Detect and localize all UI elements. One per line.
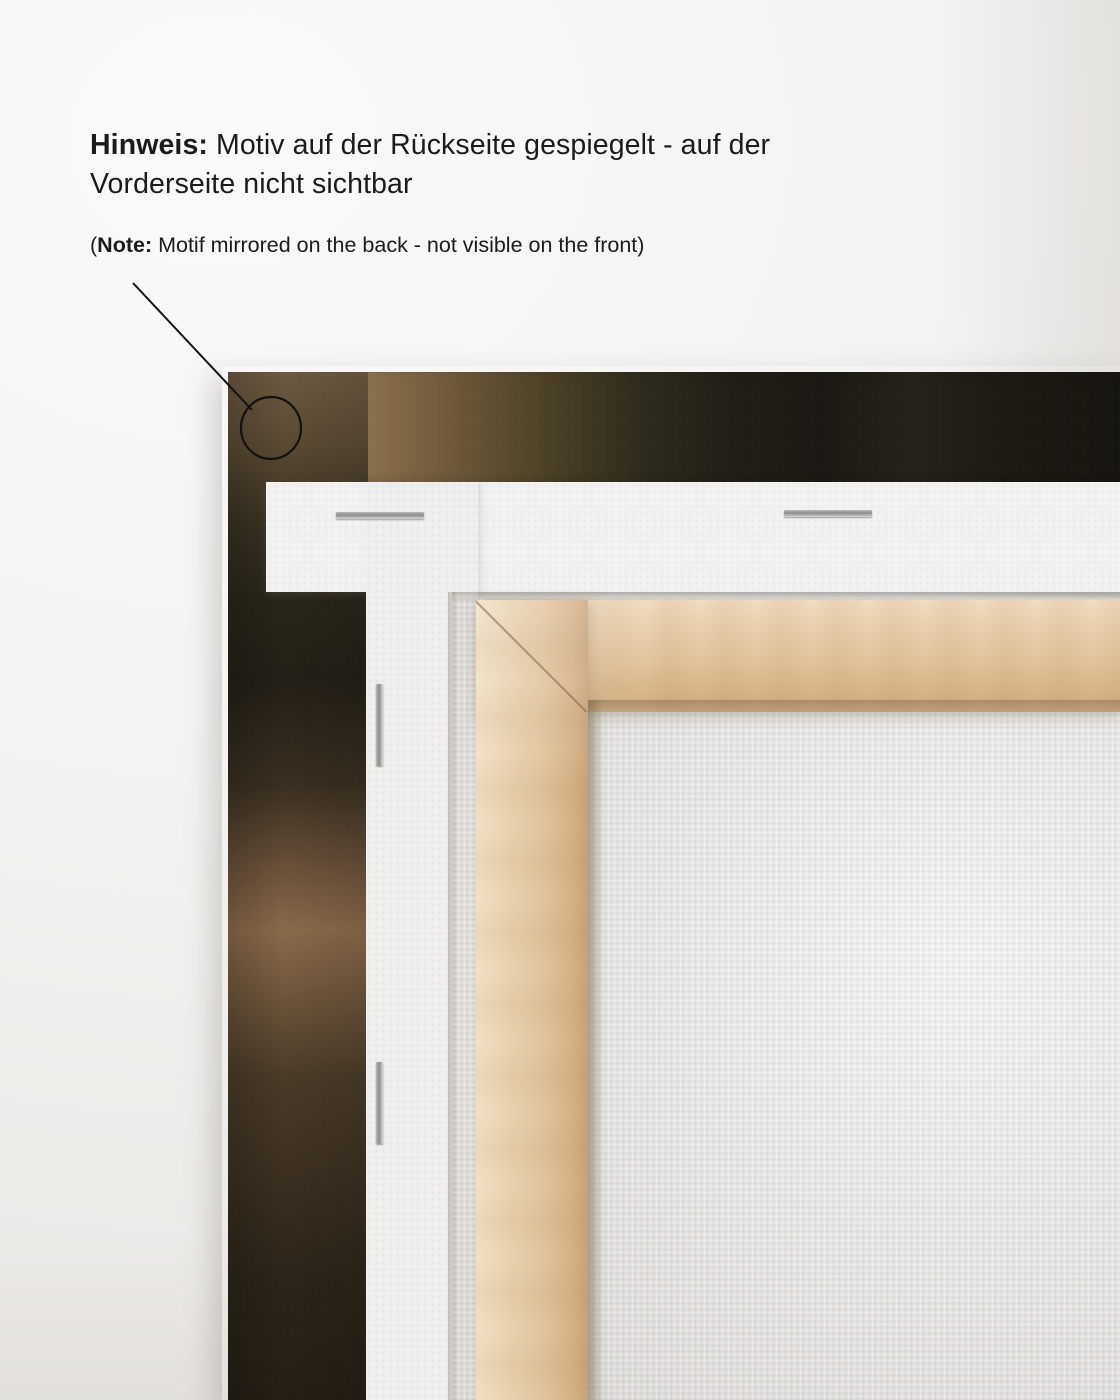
- caption-english-label: Note:: [97, 232, 153, 257]
- caption-english-text: Motif mirrored on the back - not visible on the front): [152, 232, 645, 257]
- staple-left-2: [376, 1062, 383, 1144]
- staple-top-1: [336, 512, 424, 519]
- stretcher-inner-shadow-top: [588, 700, 1120, 716]
- wooden-stretcher-bar-left: [476, 600, 588, 1400]
- caption-german-text: Motiv auf der Rückseite gespiegelt - auf der Vorderseite nicht sichtbar: [90, 129, 771, 201]
- caption-german: [90, 126, 910, 205]
- caption-english: [90, 231, 910, 260]
- staple-left-1: [376, 684, 383, 766]
- staple-top-2: [784, 510, 872, 517]
- stretcher-mitre-joint: [476, 600, 590, 714]
- stretcher-inner-shadow-left: [588, 700, 604, 1400]
- caption-german-label: Hinweis:: [90, 129, 208, 161]
- caption-english-open-paren: (: [90, 232, 98, 257]
- canvas-depth-edge-left: [448, 592, 458, 1400]
- caption-block: [90, 126, 910, 260]
